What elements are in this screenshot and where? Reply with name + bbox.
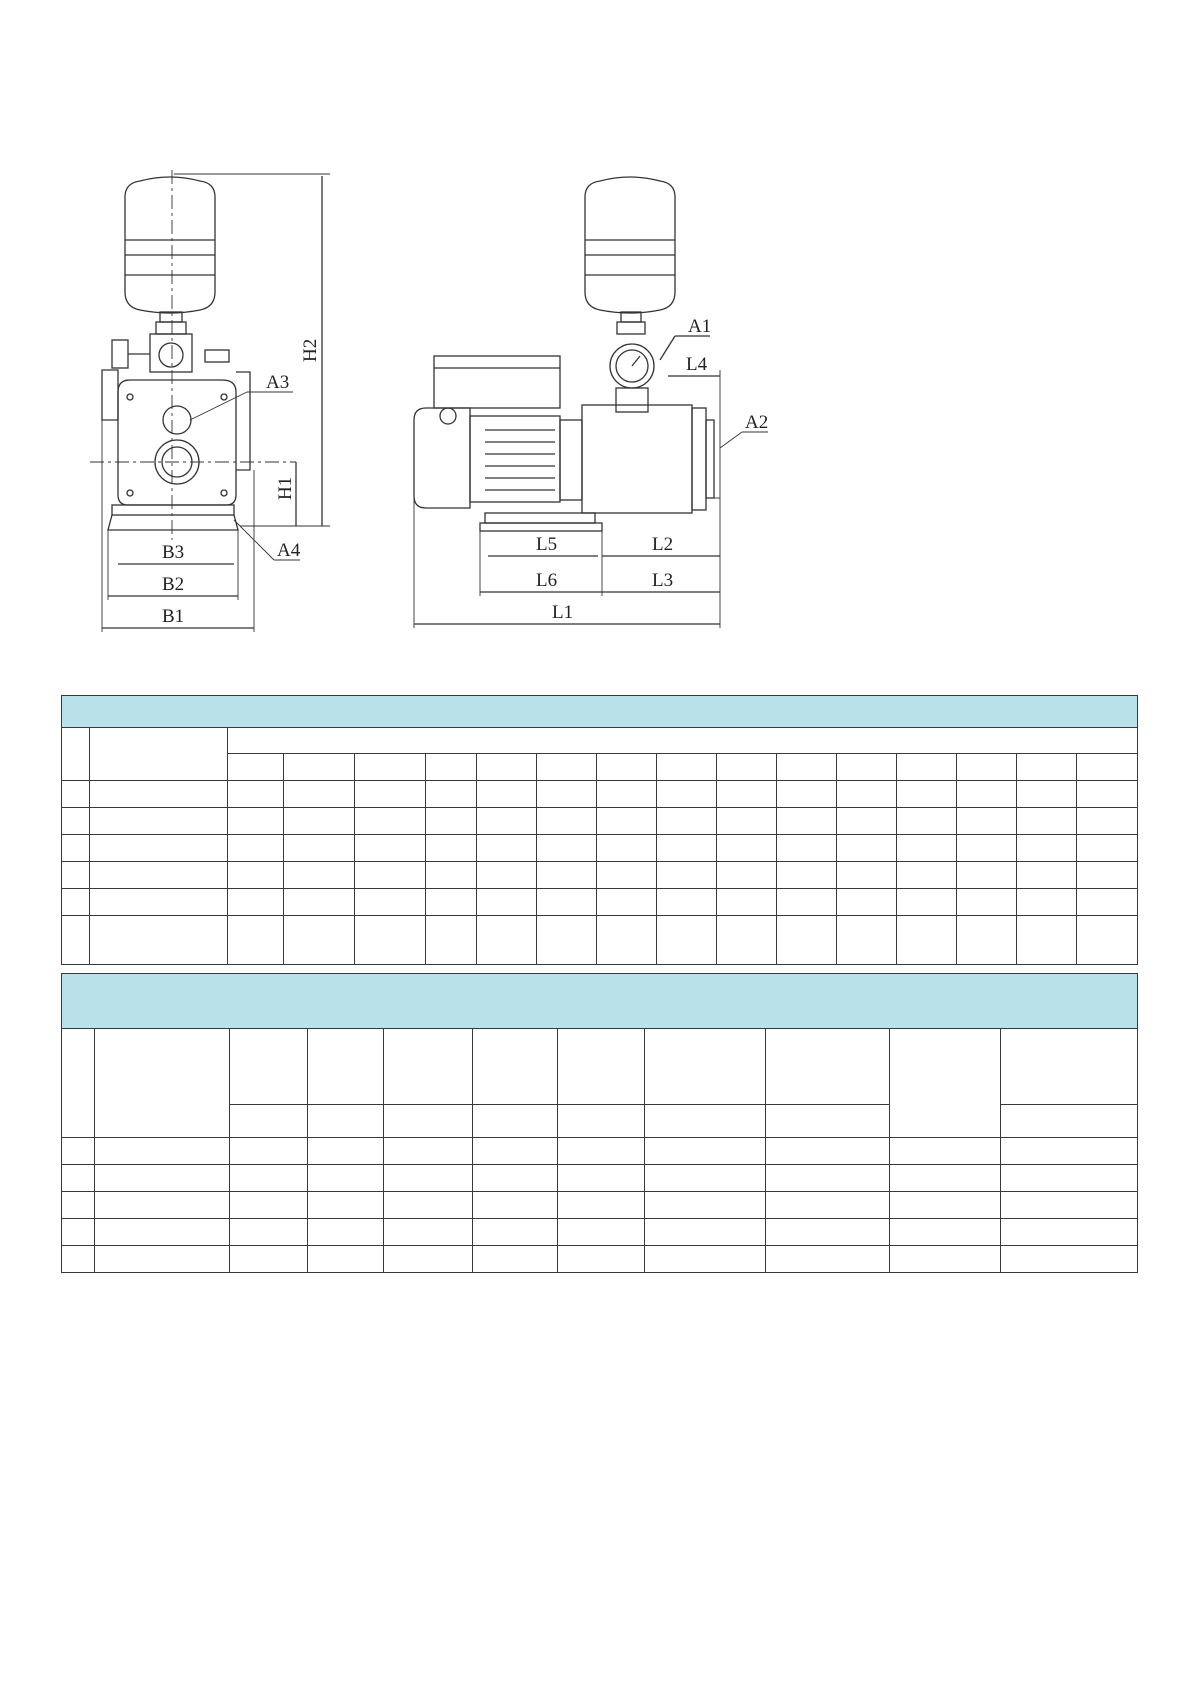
table1-header-cell [228, 728, 1138, 754]
table2-title-band [62, 974, 1138, 1029]
table-row [62, 1165, 1138, 1192]
table-row [62, 835, 1138, 862]
label-a1: A1 [688, 316, 712, 337]
label-l4: L4 [686, 354, 708, 375]
label-l2: L2 [652, 534, 674, 555]
table-row [62, 916, 1138, 965]
table-row [62, 1246, 1138, 1273]
table2-header-cell [95, 1029, 230, 1138]
dimensions-table [61, 695, 1138, 965]
label-h1: H1 [275, 476, 296, 500]
label-l6: L6 [536, 570, 558, 591]
label-a4: A4 [277, 540, 301, 561]
label-l1: L1 [552, 602, 574, 623]
label-a3: A3 [266, 372, 290, 393]
side-view [414, 177, 768, 628]
table-row [62, 808, 1138, 835]
label-l3: L3 [652, 570, 674, 591]
table1-header-cell [62, 728, 90, 781]
label-h2: H2 [300, 338, 321, 362]
table-row [62, 889, 1138, 916]
table-row [62, 1219, 1138, 1246]
label-b2: B2 [162, 574, 185, 595]
table2-header-cell [890, 1029, 1001, 1138]
front-view [90, 170, 330, 632]
table-row [62, 781, 1138, 808]
table-row [62, 1138, 1138, 1165]
performance-table [61, 973, 1138, 1273]
table2-header-cell [62, 1029, 95, 1138]
label-b1: B1 [162, 606, 185, 627]
dimension-drawings [0, 0, 1191, 660]
table-row [62, 1192, 1138, 1219]
label-b3: B3 [162, 542, 185, 563]
label-l5: L5 [536, 534, 558, 555]
label-a2: A2 [745, 412, 769, 433]
table-row [62, 862, 1138, 889]
table1-title-band [62, 696, 1138, 728]
table1-header-cell [90, 728, 228, 781]
